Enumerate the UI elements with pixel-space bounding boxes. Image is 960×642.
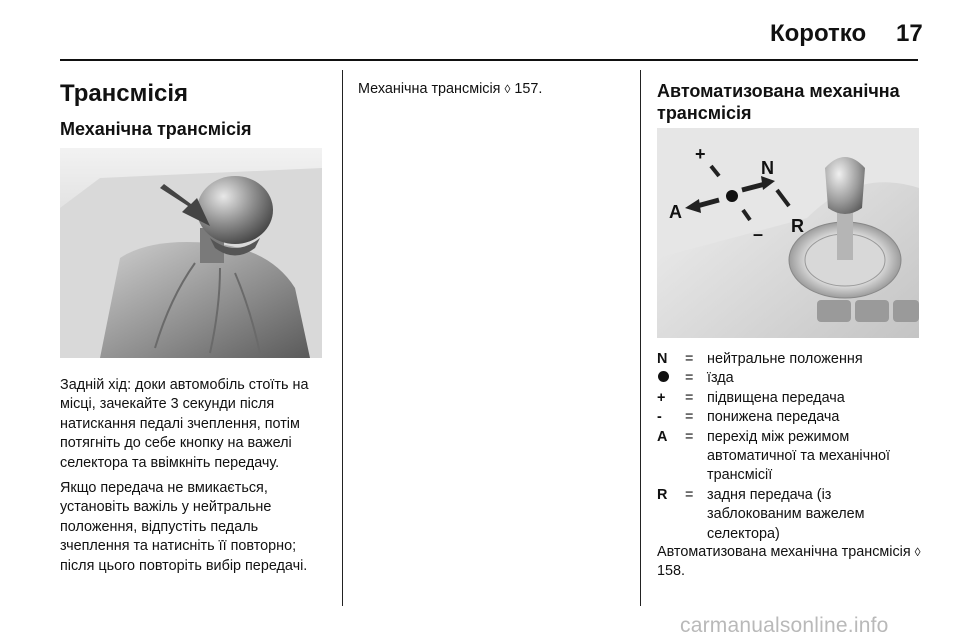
ref-page: 158. <box>657 563 686 580</box>
legend-row-a <box>657 428 927 486</box>
legend-key <box>657 369 685 388</box>
legend-eq: = <box>685 351 694 367</box>
column-divider-right <box>640 70 641 606</box>
legend-eq: = <box>685 486 694 503</box>
legend-key: R <box>657 486 668 503</box>
manual-gear-lever-illustration <box>60 148 322 358</box>
figure-label-r: R <box>791 216 804 236</box>
legend-key: A <box>657 428 668 445</box>
legend-desc: підвищена передача <box>707 389 845 406</box>
paragraph-gear-not-engaged: Якщо передача не вмикається, установіть важіль у нейтральне положення, відпустіть педаль зчеплення та натисніть її повторно; після цього повторіть вибір передачі. <box>60 480 308 574</box>
selector-legend <box>657 350 927 544</box>
figure-label-minus: – <box>753 224 764 244</box>
ref-page: 157. <box>514 81 543 97</box>
legend-row-n <box>657 350 927 369</box>
cross-reference-manual[interactable] <box>358 80 628 99</box>
legend-key: N <box>657 351 668 367</box>
cross-reference-automated[interactable] <box>657 543 927 582</box>
page-number: 17 <box>896 20 923 47</box>
column-1-text <box>60 370 330 576</box>
legend-eq: = <box>685 409 694 426</box>
legend-eq: = <box>685 389 694 406</box>
automated-selector-illustration <box>657 128 919 338</box>
figure-label-n: N <box>761 158 774 178</box>
automated-transmission-title: Автоматизована механічна трансмісія <box>657 81 900 123</box>
automated-selector-figure <box>657 128 919 338</box>
column-1 <box>60 80 330 140</box>
column-3 <box>657 80 927 124</box>
legend-desc: понижена передача <box>707 409 840 426</box>
legend-desc: задня передача (із заблокованим важелем селектора) <box>707 486 865 542</box>
figure-label-plus: + <box>695 144 706 164</box>
legend-row-drive <box>657 369 927 388</box>
legend-key: + <box>657 389 666 406</box>
legend-desc: перехід між режимом автоматичної та механічної трансмісії <box>707 428 891 484</box>
column-divider-left <box>342 70 343 606</box>
reference-arrow-icon: ◊ <box>914 545 921 559</box>
legend-eq: = <box>685 428 694 445</box>
legend-row-minus <box>657 408 927 427</box>
watermark: carmanualsonline.info <box>680 614 889 637</box>
subsection-title: Механічна трансмісія <box>60 119 252 139</box>
page-header-title: Коротко <box>770 20 867 47</box>
legend-desc: їзда <box>707 370 734 387</box>
header-rule <box>60 59 918 61</box>
column-2 <box>358 80 628 99</box>
legend-row-plus <box>657 389 927 408</box>
ref-text: Механічна трансмісія <box>358 81 501 97</box>
legend-key: - <box>657 409 662 426</box>
paragraph-reverse-gear: Задній хід: доки автомобіль стоїть на місці, зачекайте 3 секунди після натискання педалі зчеплення, потім потягніть до себе кнопку на важелі селектора та ввімкніть передачу. <box>60 377 309 471</box>
dot-icon <box>658 371 669 382</box>
figure-label-a: A <box>669 202 682 222</box>
reference-arrow-icon: ◊ <box>504 82 511 96</box>
legend-row-r <box>657 486 927 544</box>
manual-gear-lever-figure <box>60 148 322 358</box>
legend-desc: нейтральне положення <box>707 351 863 367</box>
ref-text: Автоматизована механічна трансмісія <box>657 544 911 560</box>
section-title: Трансмісія <box>60 80 189 107</box>
legend-eq: = <box>685 370 694 387</box>
